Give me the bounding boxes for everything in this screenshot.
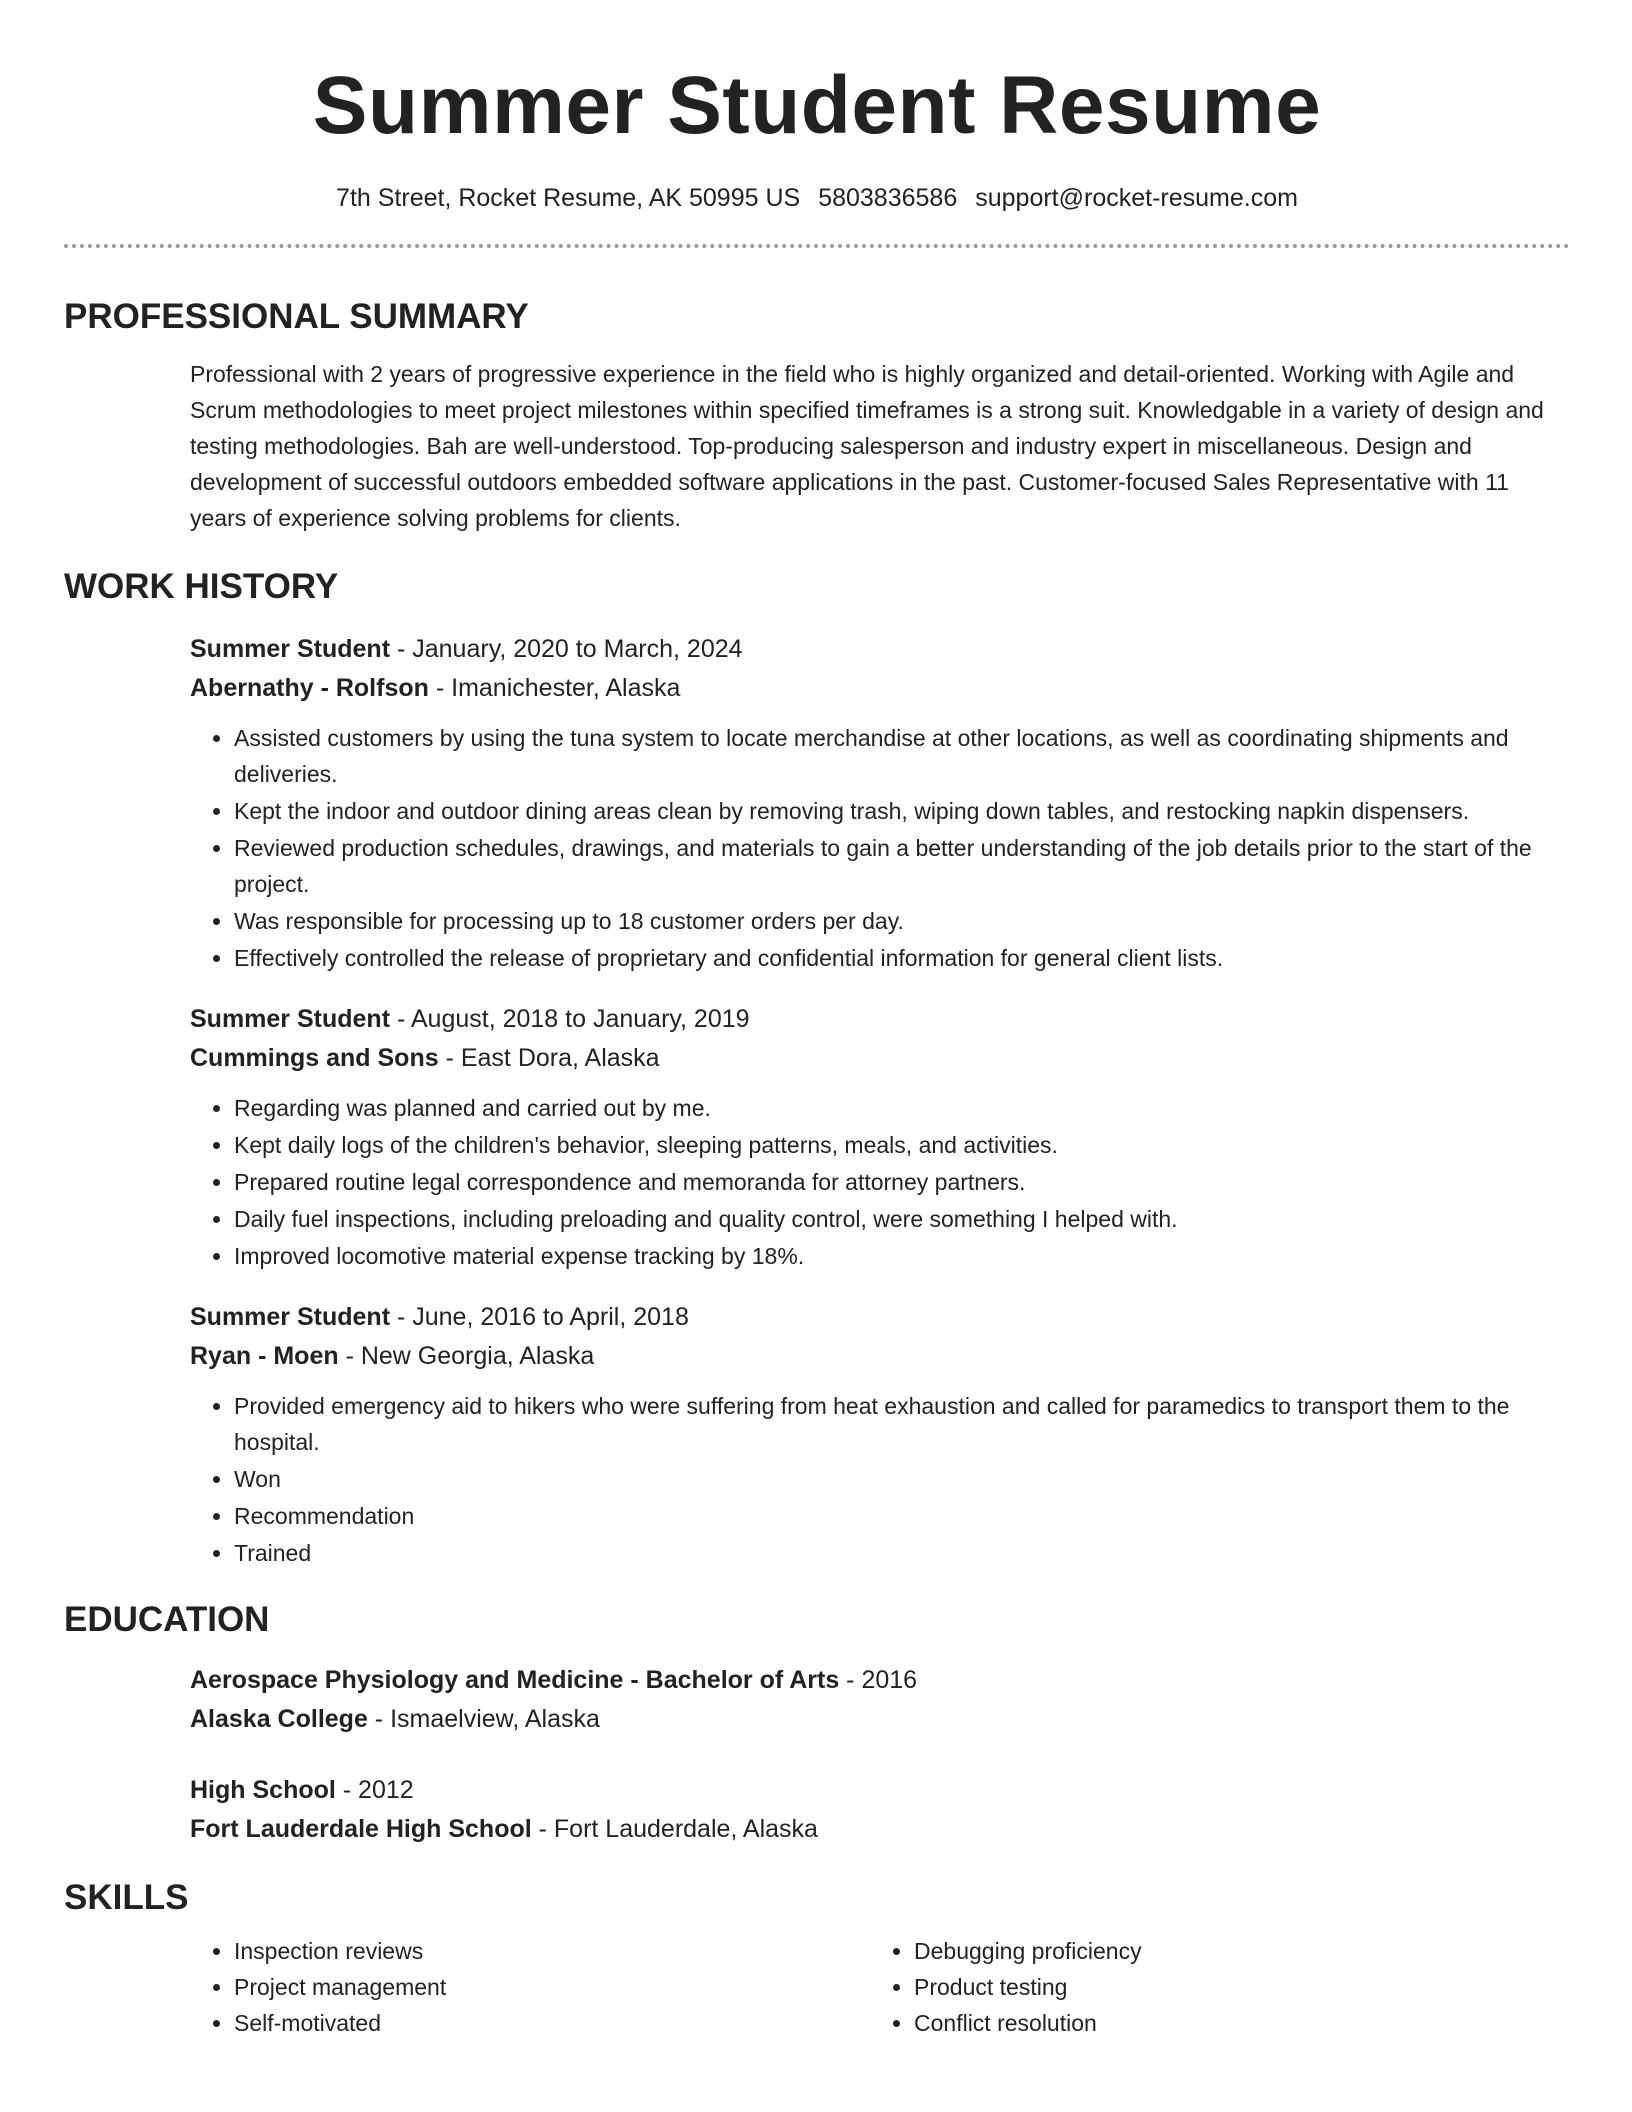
education-degree-line	[190, 1771, 1570, 1810]
job-bullets	[190, 1388, 1570, 1571]
header-divider	[64, 244, 1570, 248]
skill-item: • Product testing	[914, 1969, 1550, 2005]
education-school: Alaska College	[190, 1705, 368, 1733]
job-bullet: • Reviewed production schedules, drawings, and materials to gain a better understanding of the job details prior to the start of the project.	[234, 830, 1570, 902]
contact-line	[64, 182, 1570, 214]
job-location: - East Dora, Alaska	[438, 1044, 660, 1072]
education-school-line	[190, 1700, 1570, 1739]
job-company-line	[190, 1039, 1570, 1078]
education-year: - 2012	[335, 1776, 414, 1804]
job-title-line	[190, 630, 1570, 669]
skill-item: • Project management	[234, 1969, 870, 2005]
resume-page	[64, 0, 1570, 2041]
job-entry	[190, 1298, 1570, 1571]
job-title-line	[190, 1000, 1570, 1039]
job-bullet: • Won	[234, 1461, 1570, 1497]
skills-heading: SKILLS	[64, 1878, 189, 1917]
summary-heading: PROFESSIONAL SUMMARY	[64, 297, 529, 336]
job-dates: - August, 2018 to January, 2019	[390, 1005, 750, 1033]
job-company-line	[190, 669, 1570, 708]
job-company: Cummings and Sons	[190, 1044, 439, 1072]
education-year: - 2016	[839, 1666, 918, 1694]
resume-title: Summer Student Resume	[312, 60, 1322, 151]
job-bullet: • Provided emergency aid to hikers who were suffering from heat exhaustion and called for paramedics to transport them to the hospital.	[234, 1388, 1570, 1460]
job-bullet: • Effectively controlled the release of proprietary and confidential information for general client lists.	[234, 940, 1570, 976]
education-heading: EDUCATION	[64, 1600, 270, 1639]
skills-column-left	[190, 1933, 870, 2041]
job-bullet: • Trained	[234, 1535, 1570, 1571]
job-bullet: • Regarding was planned and carried out by me.	[234, 1090, 1570, 1126]
job-bullets	[190, 720, 1570, 976]
education-degree: High School	[190, 1776, 336, 1804]
job-title: Summer Student	[190, 635, 391, 663]
education-entry	[190, 1661, 1570, 1739]
education-location: - Fort Lauderdale, Alaska	[531, 1815, 818, 1843]
job-bullet: • Prepared routine legal correspondence and memoranda for attorney partners.	[234, 1164, 1570, 1200]
job-entry	[190, 1000, 1570, 1274]
job-company: Ryan - Moen	[190, 1342, 339, 1370]
education-degree-line	[190, 1661, 1570, 1700]
job-title-line	[190, 1298, 1570, 1337]
job-bullet: • Was responsible for processing up to 18 customer orders per day.	[234, 903, 1570, 939]
job-bullets	[190, 1090, 1570, 1274]
education-location: - Ismaelview, Alaska	[367, 1705, 600, 1733]
skill-item: • Self-motivated	[234, 2005, 870, 2041]
job-bullet: • Improved locomotive material expense tracking by 18%.	[234, 1238, 1570, 1274]
contact-phone: 5803836586	[818, 184, 958, 212]
job-location: - Imanichester, Alaska	[428, 674, 681, 702]
job-bullet: • Daily fuel inspections, including preloading and quality control, were something I helped with.	[234, 1201, 1570, 1237]
contact-email: support@rocket-resume.com	[975, 184, 1298, 212]
job-company-line	[190, 1337, 1570, 1376]
job-entry	[190, 630, 1570, 976]
skill-item: • Inspection reviews	[234, 1933, 870, 1969]
work-history-heading: WORK HISTORY	[64, 567, 339, 606]
skills-column-right	[870, 1933, 1550, 2041]
job-dates: - January, 2020 to March, 2024	[390, 635, 743, 663]
job-title: Summer Student	[190, 1005, 391, 1033]
job-dates: - June, 2016 to April, 2018	[390, 1303, 689, 1331]
education-entry	[190, 1771, 1570, 1849]
skill-item: • Debugging proficiency	[914, 1933, 1550, 1969]
job-bullet: • Kept daily logs of the children's behavior, sleeping patterns, meals, and activities.	[234, 1127, 1570, 1163]
skill-item: • Conflict resolution	[914, 2005, 1550, 2041]
skills-grid	[190, 1919, 1570, 2041]
job-bullet: • Kept the indoor and outdoor dining areas clean by removing trash, wiping down tables, and restocking napkin dispensers.	[234, 793, 1570, 829]
job-bullet: • Assisted customers by using the tuna system to locate merchandise at other locations, as well as coordinating shipments and deliveries.	[234, 720, 1570, 792]
contact-address: 7th Street, Rocket Resume, AK 50995 US	[336, 184, 801, 212]
education-school-line	[190, 1810, 1570, 1849]
education-degree: Aerospace Physiology and Medicine - Bachelor of Arts	[190, 1666, 840, 1694]
job-location: - New Georgia, Alaska	[338, 1342, 595, 1370]
summary-text: Professional with 2 years of progressive experience in the field who is highly organized and detail-oriented. Working with Agile and Scrum methodologies to meet project milestones within specified timeframes is a strong suit. Knowledgable in a variety of design and testing methodologies. Bah are well-understood. Top-producing salesperson and industry expert in miscellaneous. Design and development of successful outdoors embedded software applications in the past. Customer-focused Sales Representative with 11 years of experience solving problems for clients.	[190, 361, 1544, 531]
education-school: Fort Lauderdale High School	[190, 1815, 532, 1843]
job-title: Summer Student	[190, 1303, 391, 1331]
job-bullet: • Recommendation	[234, 1498, 1570, 1534]
job-company: Abernathy - Rolfson	[190, 674, 429, 702]
